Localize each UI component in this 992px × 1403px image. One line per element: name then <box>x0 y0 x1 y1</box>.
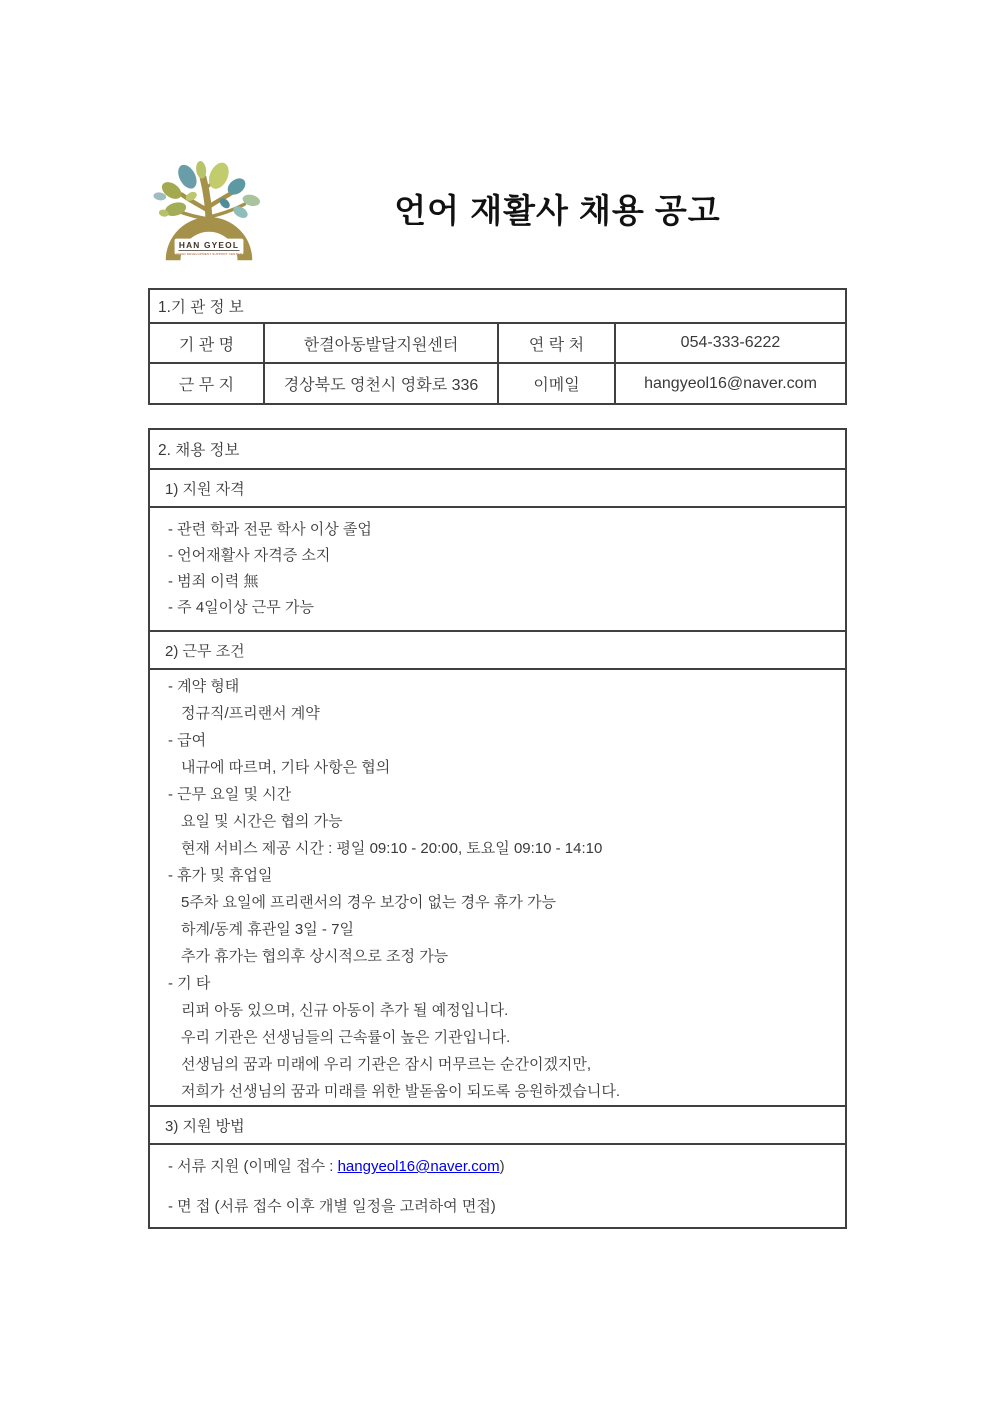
recruit-table-header: 2. 채용 정보 <box>149 429 846 469</box>
logo-tagline-text: CHILD DEVELOPMENT SUPPORT CENTER <box>176 251 242 256</box>
info-label-email: 이메일 <box>498 363 615 404</box>
interview-line: - 면 접 (서류 접수 이후 개별 일정을 고려하여 면접) <box>168 1198 496 1215</box>
detail-line: 내규에 따르며, 기타 사항은 협의 <box>181 759 391 776</box>
info-label-workplace: 근 무 지 <box>149 363 264 404</box>
detail-line: 하계/동계 휴관일 3일 - 7일 <box>181 921 354 938</box>
detail-line: 추가 휴가는 협의후 상시적으로 조정 가능 <box>181 948 449 965</box>
logo-name-text: HAN GYEOL <box>178 240 240 251</box>
bullet-line: - 계약 형태 <box>168 678 240 695</box>
bullet-line: - 언어재활사 자격증 소지 <box>168 547 331 564</box>
email-link[interactable]: hangyeol16@naver.com <box>337 1158 500 1175</box>
section-title-work-conditions: 2) 근무 조건 <box>149 631 846 669</box>
info-table-header: 1.기 관 정 보 <box>149 289 846 323</box>
bullet-line: - 범죄 이력 無 <box>168 573 259 590</box>
table-row <box>149 363 846 404</box>
section-title-qualifications: 1) 지원 자격 <box>149 469 846 507</box>
bullet-line: - 근무 요일 및 시간 <box>168 786 292 803</box>
info-value-email: hangyeol16@naver.com <box>615 363 846 404</box>
recruit-table <box>148 428 847 1229</box>
section-body-work-conditions <box>149 669 846 1106</box>
info-value-contact: 054-333-6222 <box>615 323 846 363</box>
detail-line: 현재 서비스 제공 시간 : 평일 09:10 - 20:00, 토요일 09:10 - 14:10 <box>181 840 603 857</box>
section-body-qualifications <box>149 507 846 631</box>
bullet-line: - 휴가 및 휴업일 <box>168 867 273 884</box>
detail-line: 요일 및 시간은 협의 가능 <box>181 813 343 830</box>
bullet-line: - 급여 <box>168 732 207 749</box>
detail-line: 정규직/프리랜서 계약 <box>181 705 320 722</box>
bullet-line: - 기 타 <box>168 975 211 992</box>
apply-line-prefix: - 서류 지원 (이메일 접수 : <box>168 1158 338 1175</box>
bullet-line: - 관련 학과 전문 학사 이상 졸업 <box>168 521 372 538</box>
detail-line: 저희가 선생님의 꿈과 미래를 위한 발돋움이 되도록 응원하겠습니다. <box>181 1083 621 1100</box>
bullet-line: - 주 4일이상 근무 가능 <box>168 599 314 616</box>
info-value-org-name: 한결아동발달지원센터 <box>264 323 498 363</box>
apply-line <box>150 1147 845 1187</box>
info-table <box>148 288 847 405</box>
info-value-workplace: 경상북도 영천시 영화로 336 <box>264 363 498 404</box>
table-row <box>149 323 846 363</box>
page-title: 언어 재활사 채용 공고 <box>394 192 721 229</box>
tree-logo-icon <box>150 160 268 278</box>
info-label-contact: 연 락 처 <box>498 323 615 363</box>
section-title-how-to-apply: 3) 지원 방법 <box>149 1106 846 1144</box>
detail-line: 5주차 요일에 프리랜서의 경우 보강이 없는 경우 휴가 가능 <box>181 894 556 911</box>
hangyeol-logo <box>150 160 268 278</box>
detail-line: 우리 기관은 선생님들의 근속률이 높은 기관입니다. <box>181 1029 511 1046</box>
detail-line: 선생님의 꿈과 미래에 우리 기관은 잠시 머무르는 순간이겠지만, <box>181 1056 592 1073</box>
info-label-org-name: 기 관 명 <box>149 323 264 363</box>
apply-line-suffix: ) <box>499 1158 505 1175</box>
detail-line: 리퍼 아동 있으며, 신규 아동이 추가 될 예정입니다. <box>181 1002 509 1019</box>
section-body-how-to-apply <box>149 1144 846 1228</box>
